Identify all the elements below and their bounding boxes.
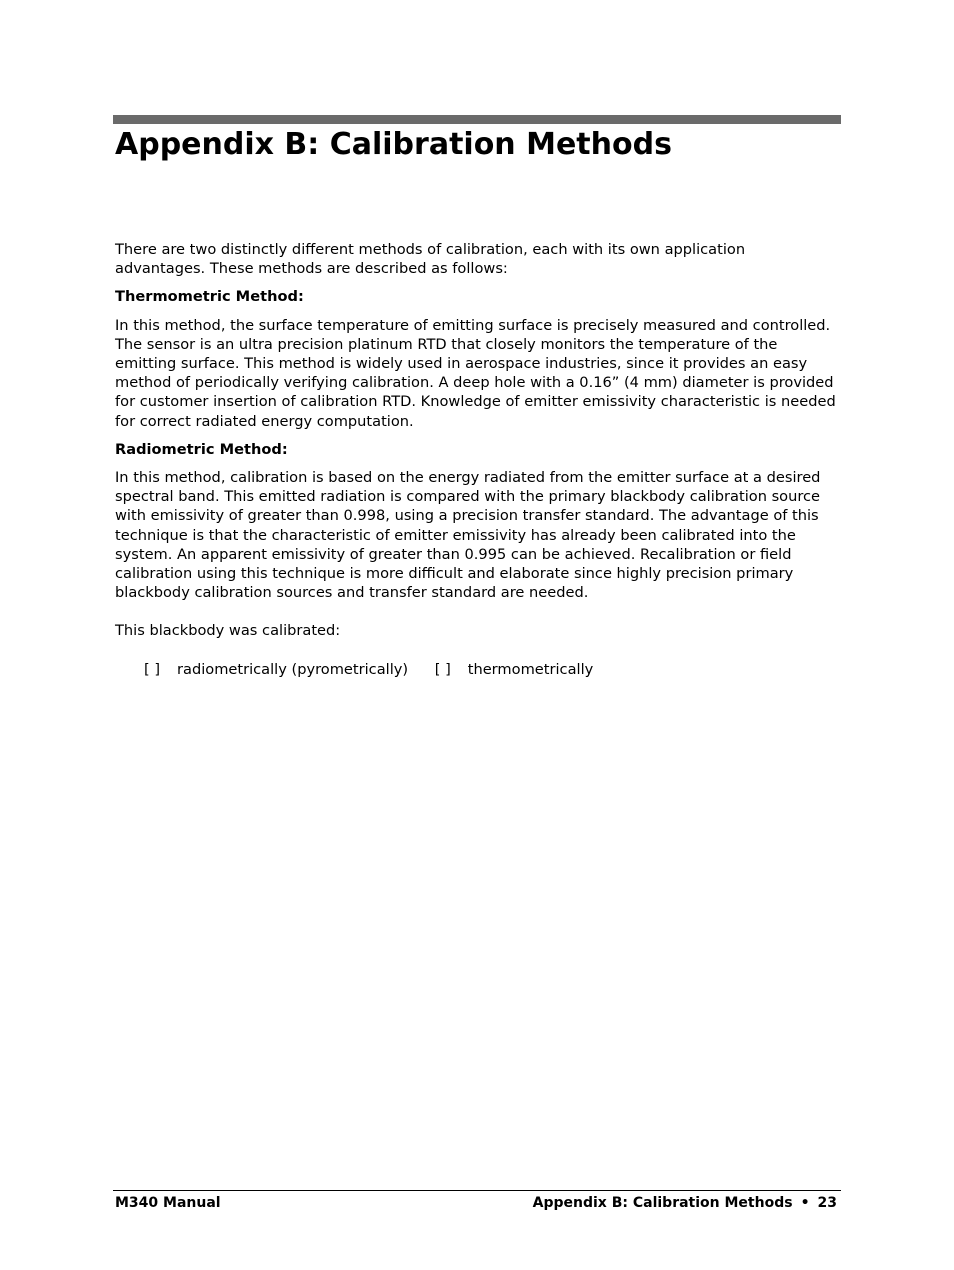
header-rule bbox=[113, 115, 841, 124]
footer-section-title: Appendix B: Calibration Methods bbox=[532, 1195, 793, 1211]
section-heading-radiometric: Radiometric Method: bbox=[115, 440, 288, 458]
main-content bbox=[115, 240, 839, 679]
checkbox-thermometric[interactable] bbox=[435, 660, 594, 679]
section-heading-thermometric: Thermometric Method: bbox=[115, 288, 304, 306]
footer-page-info bbox=[533, 1193, 837, 1213]
calibration-checkboxes bbox=[115, 660, 839, 679]
calibrated-label: This blackbody was calibrated: bbox=[115, 622, 341, 640]
footer-rule bbox=[113, 1190, 841, 1191]
checkbox-mark: [ ] bbox=[144, 660, 161, 678]
intro-paragraph: There are two distinctly different methods of calibration, each with its own application advantages. These methods are described as follows: bbox=[115, 241, 746, 278]
section-body-radiometric: In this method, calibration is based on the energy radiated from the emitter surface at a desired spectral band. This emitted radiation is compared with the primary blackbody calibration source with emissivity of greater than 0.998, using a precision transfer standard. The advantage of this technique is that the characteristic of emitter emissivity has already been calibrated into the system. An apparent emissivity of greater than 0.995 can be achieved. Recalibration or field calibration using this technique is more difficult and elaborate since highly precision primary blackbody calibration sources and transfer standard are needed. bbox=[115, 469, 821, 602]
checkbox-radiometric[interactable] bbox=[144, 660, 408, 679]
bullet-icon: • bbox=[800, 1195, 810, 1211]
checkbox-label: radiometrically (pyrometrically) bbox=[177, 660, 409, 678]
footer-page-number: 23 bbox=[817, 1195, 837, 1211]
section-body-thermometric: In this method, the surface temperature of emitting surface is precisely measured and controlled. The sensor is an ultra precision platinum RTD that closely monitors the temperature of the emitting surface. This method is widely used in aerospace industries, since it provides an easy method of periodically verifying calibration. A deep hole with a 0.16” (4 mm) diameter is provided for customer insertion of calibration RTD. Knowledge of emitter emissivity characteristic is needed for correct radiated energy computation. bbox=[115, 316, 836, 430]
footer-manual-name: M340 Manual bbox=[115, 1195, 221, 1211]
page-title: Appendix B: Calibration Methods bbox=[115, 127, 672, 162]
checkbox-label: thermometrically bbox=[467, 660, 594, 678]
checkbox-mark: [ ] bbox=[434, 660, 451, 678]
